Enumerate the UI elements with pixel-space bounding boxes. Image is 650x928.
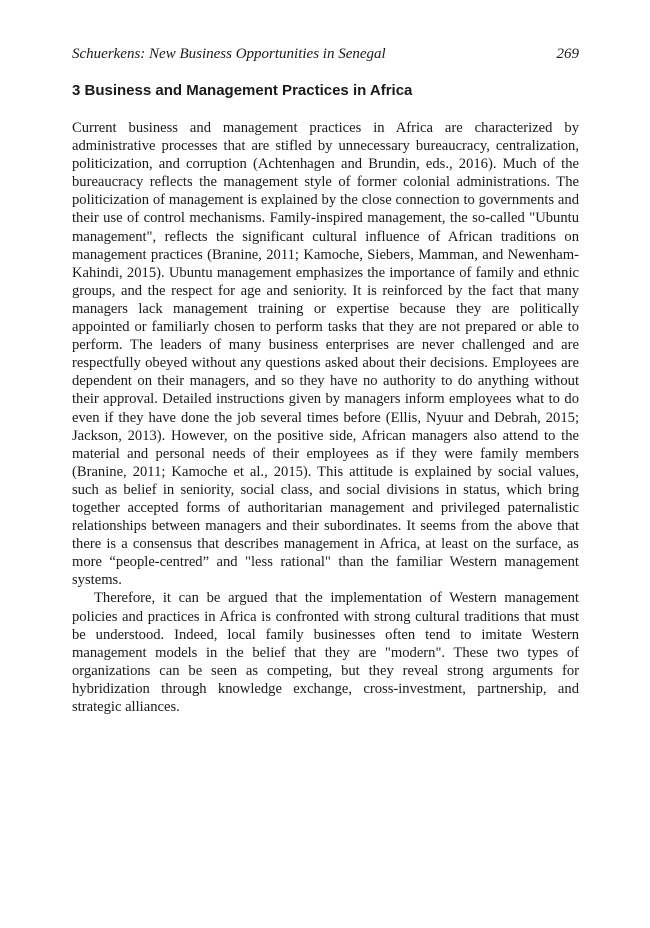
paragraph-2: Therefore, it can be argued that the implementation of Western management policies and practices in Africa is confronted with strong cultural traditions that must be understood. Indeed, local family businesses often tend to imitate Western management models in the belief that they are "modern". These two types of organizations can be seen as competing, but they reveal strong arguments for hybridization through knowledge exchange, cross-investment, partnership, and strategic alliances. bbox=[72, 590, 579, 715]
running-title: Schuerkens: New Business Opportunities in Senegal bbox=[72, 46, 386, 62]
document-page bbox=[72, 45, 579, 716]
page-number: 269 bbox=[556, 46, 579, 62]
running-header bbox=[72, 45, 579, 63]
paragraph-1: Current business and management practices in Africa are characterized by administrative processes that are stifled by unnecessary bureaucracy, centralization, politicization, and corruption (Achtenhagen and Brundin, eds., 2016). Much of the bureaucracy reflects the management style of former colonial administrations. The politicization of management is explained by the close connection to governments and their use of control mechanisms. Family-inspired management, the so-called "Ubuntu management", reflects the significant cultural influence of African traditions on management practices (Branine, 2011; Kamoche, Siebers, Mamman, and Newenham-Kahindi, 2015). Ubuntu management emphasizes the importance of family and ethnic groups, and the respect for age and seniority. It is reinforced by the fact that many managers lack management training or expertise because they are politically appointed or familiarly chosen to perform tasks that they are not prepared or able to perform. The leaders of many business enterprises are never challenged and are respectfully obeyed without any questions asked about their decisions. Employees are dependent on their managers, and so they have no authority to do anything without their approval. Detailed instructions given by managers inform employees what to do even if they have done the job several times before (Ellis, Nyuur and Debrah, 2015; Jackson, 2013). However, on the positive side, African managers also attend to the material and personal needs of their employees as if they were family members (Branine, 2011; Kamoche et al., 2015). This attitude is explained by social values, such as belief in seniority, social class, and social divisions in status, which bring together accepted forms of authoritarian management and privileged paternalistic relationships between managers and their subordinates. It seems from the above that there is a consensus that describes management in Africa, at least on the surface, as more “people-centred” and "less rational" than the familiar Western management systems. bbox=[72, 120, 579, 589]
section-heading: 3 Business and Management Practices in Africa bbox=[72, 82, 413, 99]
section-body bbox=[72, 119, 579, 716]
